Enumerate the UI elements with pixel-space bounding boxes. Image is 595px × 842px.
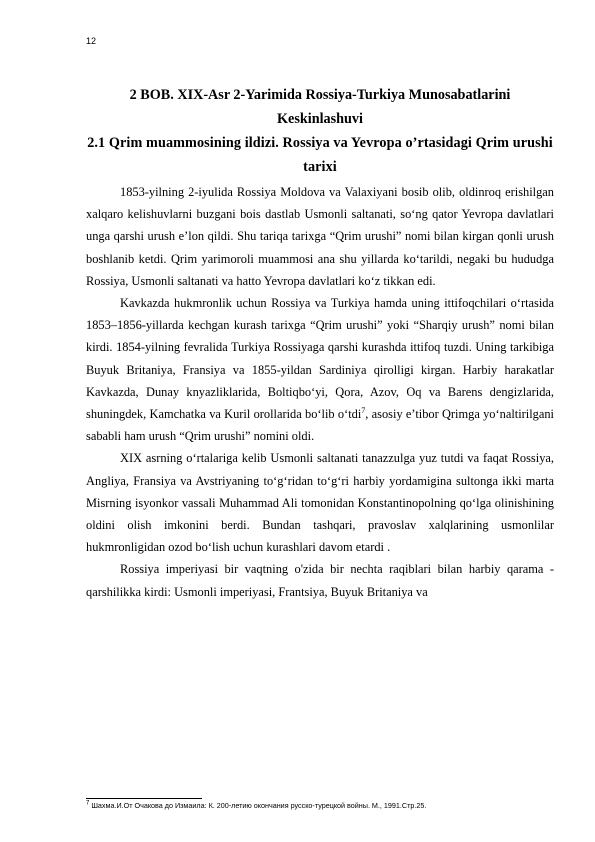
paragraph-1: 1853-yilning 2-iyulida Rossiya Moldova va Valaxiyani bosib olib, oldinroq erishilgan xalqaro kelishuvlarni buzgani bois dastlab Usmonli saltanati, so‘ng qator Yevropa davlatlari unga qarshi urush e’lon qildi. Shu tariqa tarixga “Qrim urushi” nomi bilan kirgan qonli urush boshlanib ketdi. Qrim yarimoroli muammosi ana shu yillarda ko‘tarildi, negaki bu hududga Rossiya, Usmonli saltanati va hatto Yevropa davlatlari ko‘z tikkan edi. bbox=[86, 185, 554, 288]
paragraph-2-text: Kavkazda hukmronlik uchun Rossiya va Turkiya hamda uning ittifoqchilari o‘rtasida 1853–1856-yillarda kechgan kurash tarixga “Qrim urushi” yoki “Sharqiy urush” nomi bilan kirdi. 1854-yilning fevralida Turkiya Rossiyaga qarshi kurashda ittifoq tuzdi. Uning tarkibiga Buyuk Britaniya, Fransiya va 1855-yildan Sardiniya qirolligi kirgan. Harbiy harakatlar Kavkazda, Dunay knyazliklarida, Boltiqbo‘yi, Qora, Azov, Oq va Barens dengizlarida, shuningdek, Kamchatka va Kuril orollarida bo‘lib o‘tdi bbox=[86, 296, 554, 422]
section-heading: 2.1 Qrim muammosining ildizi. Rossiya va Yevropa o’rtasidagi Qrim urushi tarixi bbox=[87, 135, 553, 175]
footnote-divider bbox=[86, 798, 202, 799]
body-text bbox=[86, 181, 554, 603]
footnote-text: Шахма.И.От Очакова до Измаила: К. 200-летию окончания русско-турецкой войны. М., 1991.Стр.25. bbox=[89, 801, 427, 810]
chapter-heading: 2 BOB. XIX-Asr 2-Yarimida Rossiya-Turkiya Munosabatlarini Keskinlashuvi bbox=[129, 87, 511, 127]
footnote bbox=[86, 801, 426, 811]
paragraph-2 bbox=[86, 292, 554, 447]
paragraph-2-continuation: , asosiy e’tibor Qrimga yo‘naltirilgani sababli ham urush “Qrim urushi” nomini oldi. bbox=[86, 407, 554, 444]
paragraph-4: Rossiya imperiyasi bir vaqtning o'zida bir nechta raqiblari bilan harbiy qarama -qarshilikka kirdi: Usmonli imperiyasi, Frantsiya, Buyuk Britaniya va bbox=[86, 562, 554, 599]
page-number: 12 bbox=[86, 36, 97, 46]
footnote-marker: 7 bbox=[86, 800, 90, 807]
footnote-reference[interactable]: 7 bbox=[361, 405, 366, 415]
paragraph-3: XIX asrning o‘rtalariga kelib Usmonli saltanati tanazzulga yuz tutdi va faqat Rossiya, Angliya, Fransiya va Avstriyaning to‘g‘ridan to‘g‘ri harbiy yordamigina sultonga ikki marta Misrning isyonkor vassali Muhammad Ali tomonidan Konstantinopolning qo‘lga olinishining oldini olish imkonini berdi. Bundan tashqari, pravoslav xalqlarining usmonlilar hukmronligidan ozod bo‘lish uchun kurashlari davom etardi . bbox=[86, 451, 554, 555]
